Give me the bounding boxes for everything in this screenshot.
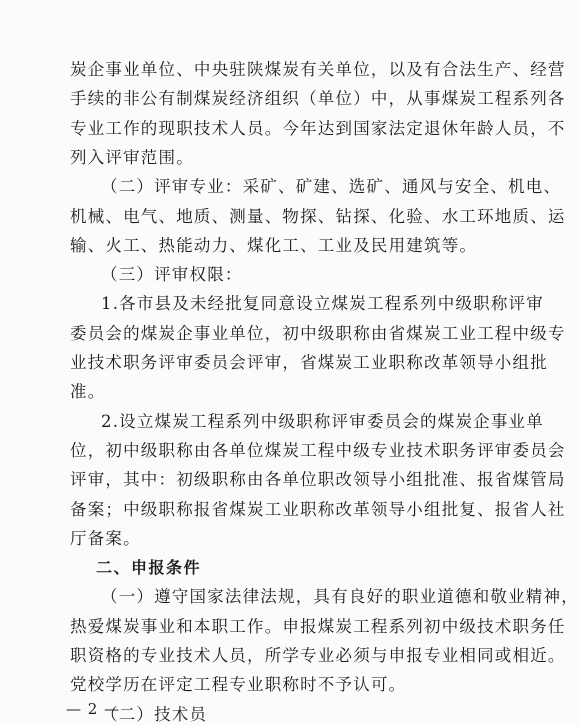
body-text-line: 厅备案。 <box>70 528 141 548</box>
paragraph-first-line: 2.设立煤炭工程系列中级职称评审委员会的煤炭企事业单 <box>101 411 544 431</box>
paragraph-first-line: （二）评审专业：采矿、矿建、选矿、通风与安全、机电、 <box>101 177 562 197</box>
section-heading: 二、申报条件 <box>96 558 202 578</box>
body-text-line: 机械、电气、地质、测量、物探、钻探、化验、水工环地质、运 <box>70 206 566 226</box>
body-text-line: 列入评审范围。 <box>70 147 194 167</box>
body-text-line: 专业工作的现职技术人员。今年达到国家法定退休年龄人员，不 <box>70 118 566 138</box>
body-text-line: 炭企事业单位、中央驻陕煤炭有关单位，以及有合法生产、经营 <box>70 60 566 79</box>
paragraph-first-line: 1.各市县及未经批复同意设立煤炭工程系列中级职称评审 <box>101 294 544 314</box>
body-text-line: 手续的非公有制煤炭经济组织（单位）中，从事煤炭工程系列各 <box>70 89 566 109</box>
body-text-line: 党校学历在评定工程专业职称时不予认可。 <box>70 675 407 695</box>
body-text-line: 职资格的专业技术人员，所学专业必须与申报专业相同或相近。 <box>70 646 566 665</box>
body-text-line: 业技术职务评审委员会评审，省煤炭工业职称改革领导小组批 <box>70 353 548 372</box>
paragraph-first-line: （三）评审权限： <box>101 265 243 285</box>
body-text-line: 委员会的煤炭企事业单位，初中级职称由省煤炭工业工程中级专 <box>70 323 566 343</box>
body-text-line: 评审，其中：初级职称由各单位职改领导小组批准、报省煤管局 <box>70 470 566 490</box>
paragraph-first-line: （二）技术员 <box>101 704 208 724</box>
body-text-line: 备案；中级职称报省煤炭工业职称改革领导小组批复、报省人社 <box>70 499 566 519</box>
body-text-line: 输、火工、热能动力、煤化工、工业及民用建筑等。 <box>70 235 478 255</box>
body-text-line: 热爱煤炭事业和本职工作。申报煤炭工程系列初中级技术职务任 <box>70 616 566 636</box>
body-text-line: 准。 <box>70 382 106 402</box>
page-number: — 2 — <box>66 700 121 718</box>
paragraph-first-line: （一）遵守国家法律法规，具有良好的职业道德和敬业精神， <box>101 587 579 607</box>
body-text-line: 位，初中级职称由各单位煤炭工程中级专业技术职务评审委员会 <box>70 440 566 460</box>
